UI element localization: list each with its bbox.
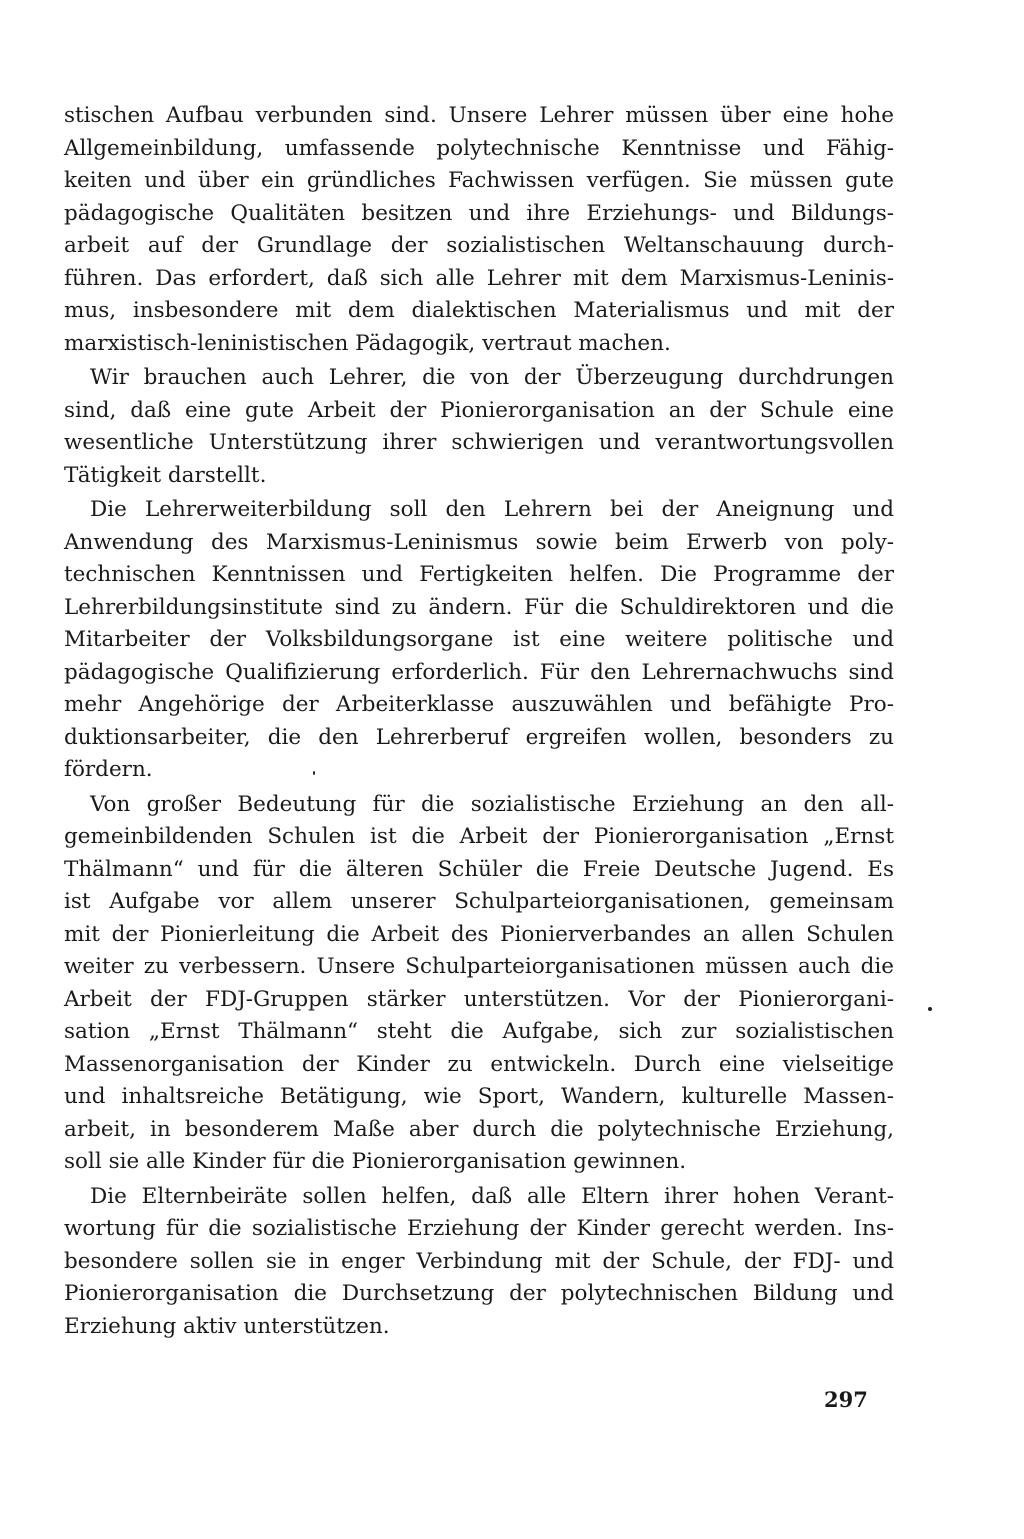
paragraph-4 bbox=[64, 789, 894, 1179]
paragraph-1 bbox=[64, 100, 894, 360]
text-line: stischen Aufbau verbunden sind. Unsere Lehrer müssen über eine hohe bbox=[64, 103, 894, 128]
text-line: pädagogische Qualifizierung erforderlich. Für den Lehrernachwuchs sind bbox=[64, 659, 894, 685]
text-line: arbeit, in besonderem Maße aber durch die polytechnische Erziehung, bbox=[64, 1116, 894, 1142]
text-line: mit der Pionierleitung die Arbeit des Pionierverbandes an allen Schulen bbox=[64, 921, 894, 947]
text-line: Anwendung des Marxismus-Leninismus sowie beim Erwerb von poly- bbox=[64, 529, 894, 555]
text-line: besondere sollen sie in enger Verbindung mit der Schule, der FDJ- und bbox=[64, 1248, 894, 1274]
text-line: Erziehung aktiv unterstützen. bbox=[64, 1313, 390, 1339]
text-line: und inhaltsreiche Betätigung, wie Sport, Wandern, kulturelle Massen- bbox=[64, 1084, 894, 1109]
text-line: mehr Angehörige der Arbeiterklasse auszuwählen und befähigte Pro- bbox=[64, 692, 894, 717]
paragraph-2 bbox=[64, 362, 894, 492]
text-line: weiter zu verbessern. Unsere Schulparteiorganisationen müssen auch die bbox=[64, 954, 894, 979]
text-line: Mitarbeiter der Volksbildungsorgane ist eine weitere politische und bbox=[64, 627, 894, 652]
text-line: Tätigkeit darstellt. bbox=[64, 462, 267, 488]
paragraph-5 bbox=[64, 1181, 894, 1344]
page-number: 297 bbox=[824, 1387, 868, 1412]
text-line: Allgemeinbildung, umfassende polytechnische Kenntnisse und Fähig- bbox=[64, 135, 894, 161]
text-line: Massenorganisation der Kinder zu entwickeln. Durch eine vielseitige bbox=[64, 1051, 894, 1077]
print-speck bbox=[928, 1007, 932, 1011]
text-line: keiten und über ein gründliches Fachwissen verfügen. Sie müssen gute bbox=[64, 168, 894, 193]
text-line: Arbeit der FDJ-Gruppen stärker unterstützen. Vor der Pionierorgani- bbox=[64, 986, 894, 1012]
text-line: sind, daß eine gute Arbeit der Pionierorganisation an der Schule eine bbox=[64, 397, 894, 423]
text-line: gemeinbildenden Schulen ist die Arbeit der Pionierorganisation „Ernst bbox=[64, 824, 894, 849]
text-line: Pionierorganisation die Durchsetzung der polytechnischen Bildung und bbox=[64, 1281, 894, 1306]
text-line: Von großer Bedeutung für die sozialistische Erziehung an den all- bbox=[90, 791, 894, 817]
text-line: technischen Kenntnissen und Fertigkeiten helfen. Die Programme der bbox=[64, 562, 894, 587]
text-line: mus, insbesondere mit dem dialektischen Materialismus und mit der bbox=[64, 298, 894, 323]
text-line: pädagogische Qualitäten besitzen und ihre Erziehungs- und Bildungs- bbox=[64, 200, 894, 226]
text-line: Thälmann“ und für die älteren Schüler die Freie Deutsche Jugend. Es bbox=[64, 856, 894, 882]
text-line: ist Aufgabe vor allem unserer Schulparteiorganisationen, gemeinsam bbox=[64, 889, 894, 914]
text-line: Die Lehrerweiterbildung soll den Lehrern bei der Aneignung und bbox=[90, 497, 894, 522]
text-line: wesentliche Unterstützung ihrer schwierigen und verantwortungsvollen bbox=[64, 430, 894, 455]
text-line: Wir brauchen auch Lehrer, die von der Überzeugung durchdrungen bbox=[90, 365, 894, 390]
text-line: duktionsarbeiter, die den Lehrerberuf ergreifen wollen, besonders zu bbox=[64, 724, 894, 750]
text-line: sation „Ernst Thälmann“ steht die Aufgabe, sich zur sozialistischen bbox=[64, 1019, 894, 1044]
text-line: Lehrerbildungsinstitute sind zu ändern. Für die Schuldirektoren und die bbox=[64, 594, 894, 620]
body-text bbox=[64, 100, 894, 1345]
print-speck bbox=[313, 771, 315, 775]
text-line: Die Elternbeiräte sollen helfen, daß alle Eltern ihrer hohen Verant- bbox=[90, 1183, 894, 1209]
text-line: marxistisch-leninistischen Pädagogik, vertraut machen. bbox=[64, 330, 671, 356]
text-line: arbeit auf der Grundlage der sozialistischen Weltanschauung durch- bbox=[64, 233, 894, 258]
text-line: soll sie alle Kinder für die Pionierorganisation gewinnen. bbox=[64, 1149, 687, 1174]
text-line: wortung für die sozialistische Erziehung der Kinder gerecht werden. Ins- bbox=[64, 1216, 894, 1241]
text-line: führen. Das erfordert, daß sich alle Lehrer mit dem Marxismus-Leninis- bbox=[64, 265, 894, 291]
paragraph-3 bbox=[64, 494, 894, 787]
text-line: fördern. bbox=[64, 757, 153, 782]
